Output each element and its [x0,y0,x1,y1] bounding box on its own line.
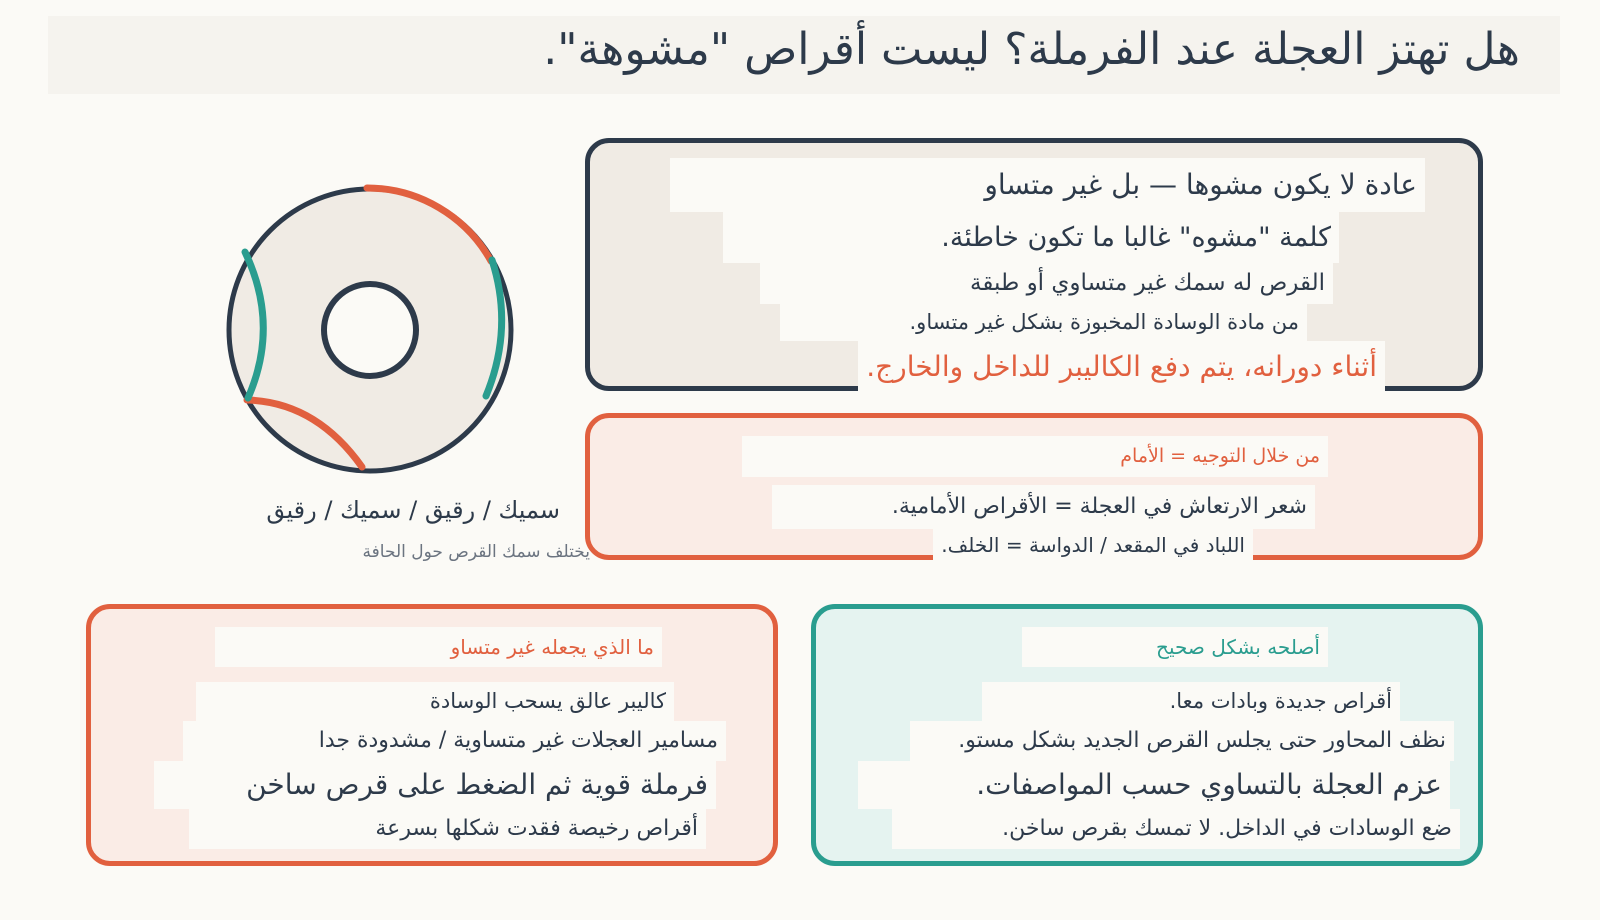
not-warped-line-1: عادة لا يكون مشوها — بل غير متساو [670,158,1425,212]
fix-line-2: نظف المحاور حتى يجلس القرص الجديد بشكل مستو. [910,721,1454,761]
not-warped-line-2: كلمة "مشوه" غالبا ما تكون خاطئة. [723,212,1339,263]
card-feel-lines [742,436,1328,477]
cause-line-3: فرملة قوية ثم الضغط على قرص ساخن [154,761,716,809]
disc-subcaption: يختلف سمك القرص حول الحافة [353,538,600,566]
not-warped-line-4: من مادة الوسادة المخبوزة بشكل غير متساو. [780,304,1308,341]
brake-disc-diagram [220,180,520,480]
not-warped-line-3: القرص له سمك غير متساوي أو طبقة [760,263,1333,304]
fix-line-1: أقراص جديدة وبادات معا. [982,682,1400,721]
card-not-warped-lines [670,158,1425,393]
feel-heading: من خلال التوجيه = الأمام [742,436,1328,477]
fix-line-3: عزم العجلة بالتساوي حسب المواصفات. [858,761,1450,809]
card-feel-body [772,485,1315,565]
cause-line-1: كاليبر عالق يسحب الوسادة [196,682,674,721]
card-fix-body [858,682,1460,849]
cause-line-2: مسامير العجلات غير متساوية / مشدودة جدا [183,721,726,761]
card-fix-lines [1022,627,1328,667]
not-warped-line-5: أثناء دورانه، يتم دفع الكاليبر للداخل والخارج. [858,341,1385,393]
card-causes-body [154,682,726,849]
disc-caption: سميك / رقيق / سميك / رقيق [256,492,570,528]
feel-line-1: شعر الارتعاش في العجلة = الأقراص الأمامية. [772,485,1315,529]
disc-hub [324,284,416,376]
page-title: هل تهتز العجلة عند الفرملة؟ ليست أقراص "مشوهة". [543,24,1520,75]
feel-line-2: اللباد في المقعد / الدواسة = الخلف. [933,529,1253,565]
causes-heading: ما الذي يجعله غير متساو [215,627,662,667]
card-causes-lines [215,627,662,667]
cause-line-4: أقراص رخيصة فقدت شكلها بسرعة [189,809,706,849]
fix-line-4: ضع الوسادات في الداخل. لا تمسك بقرص ساخن. [892,809,1460,849]
fix-heading: أصلحه بشكل صحيح [1022,627,1328,667]
